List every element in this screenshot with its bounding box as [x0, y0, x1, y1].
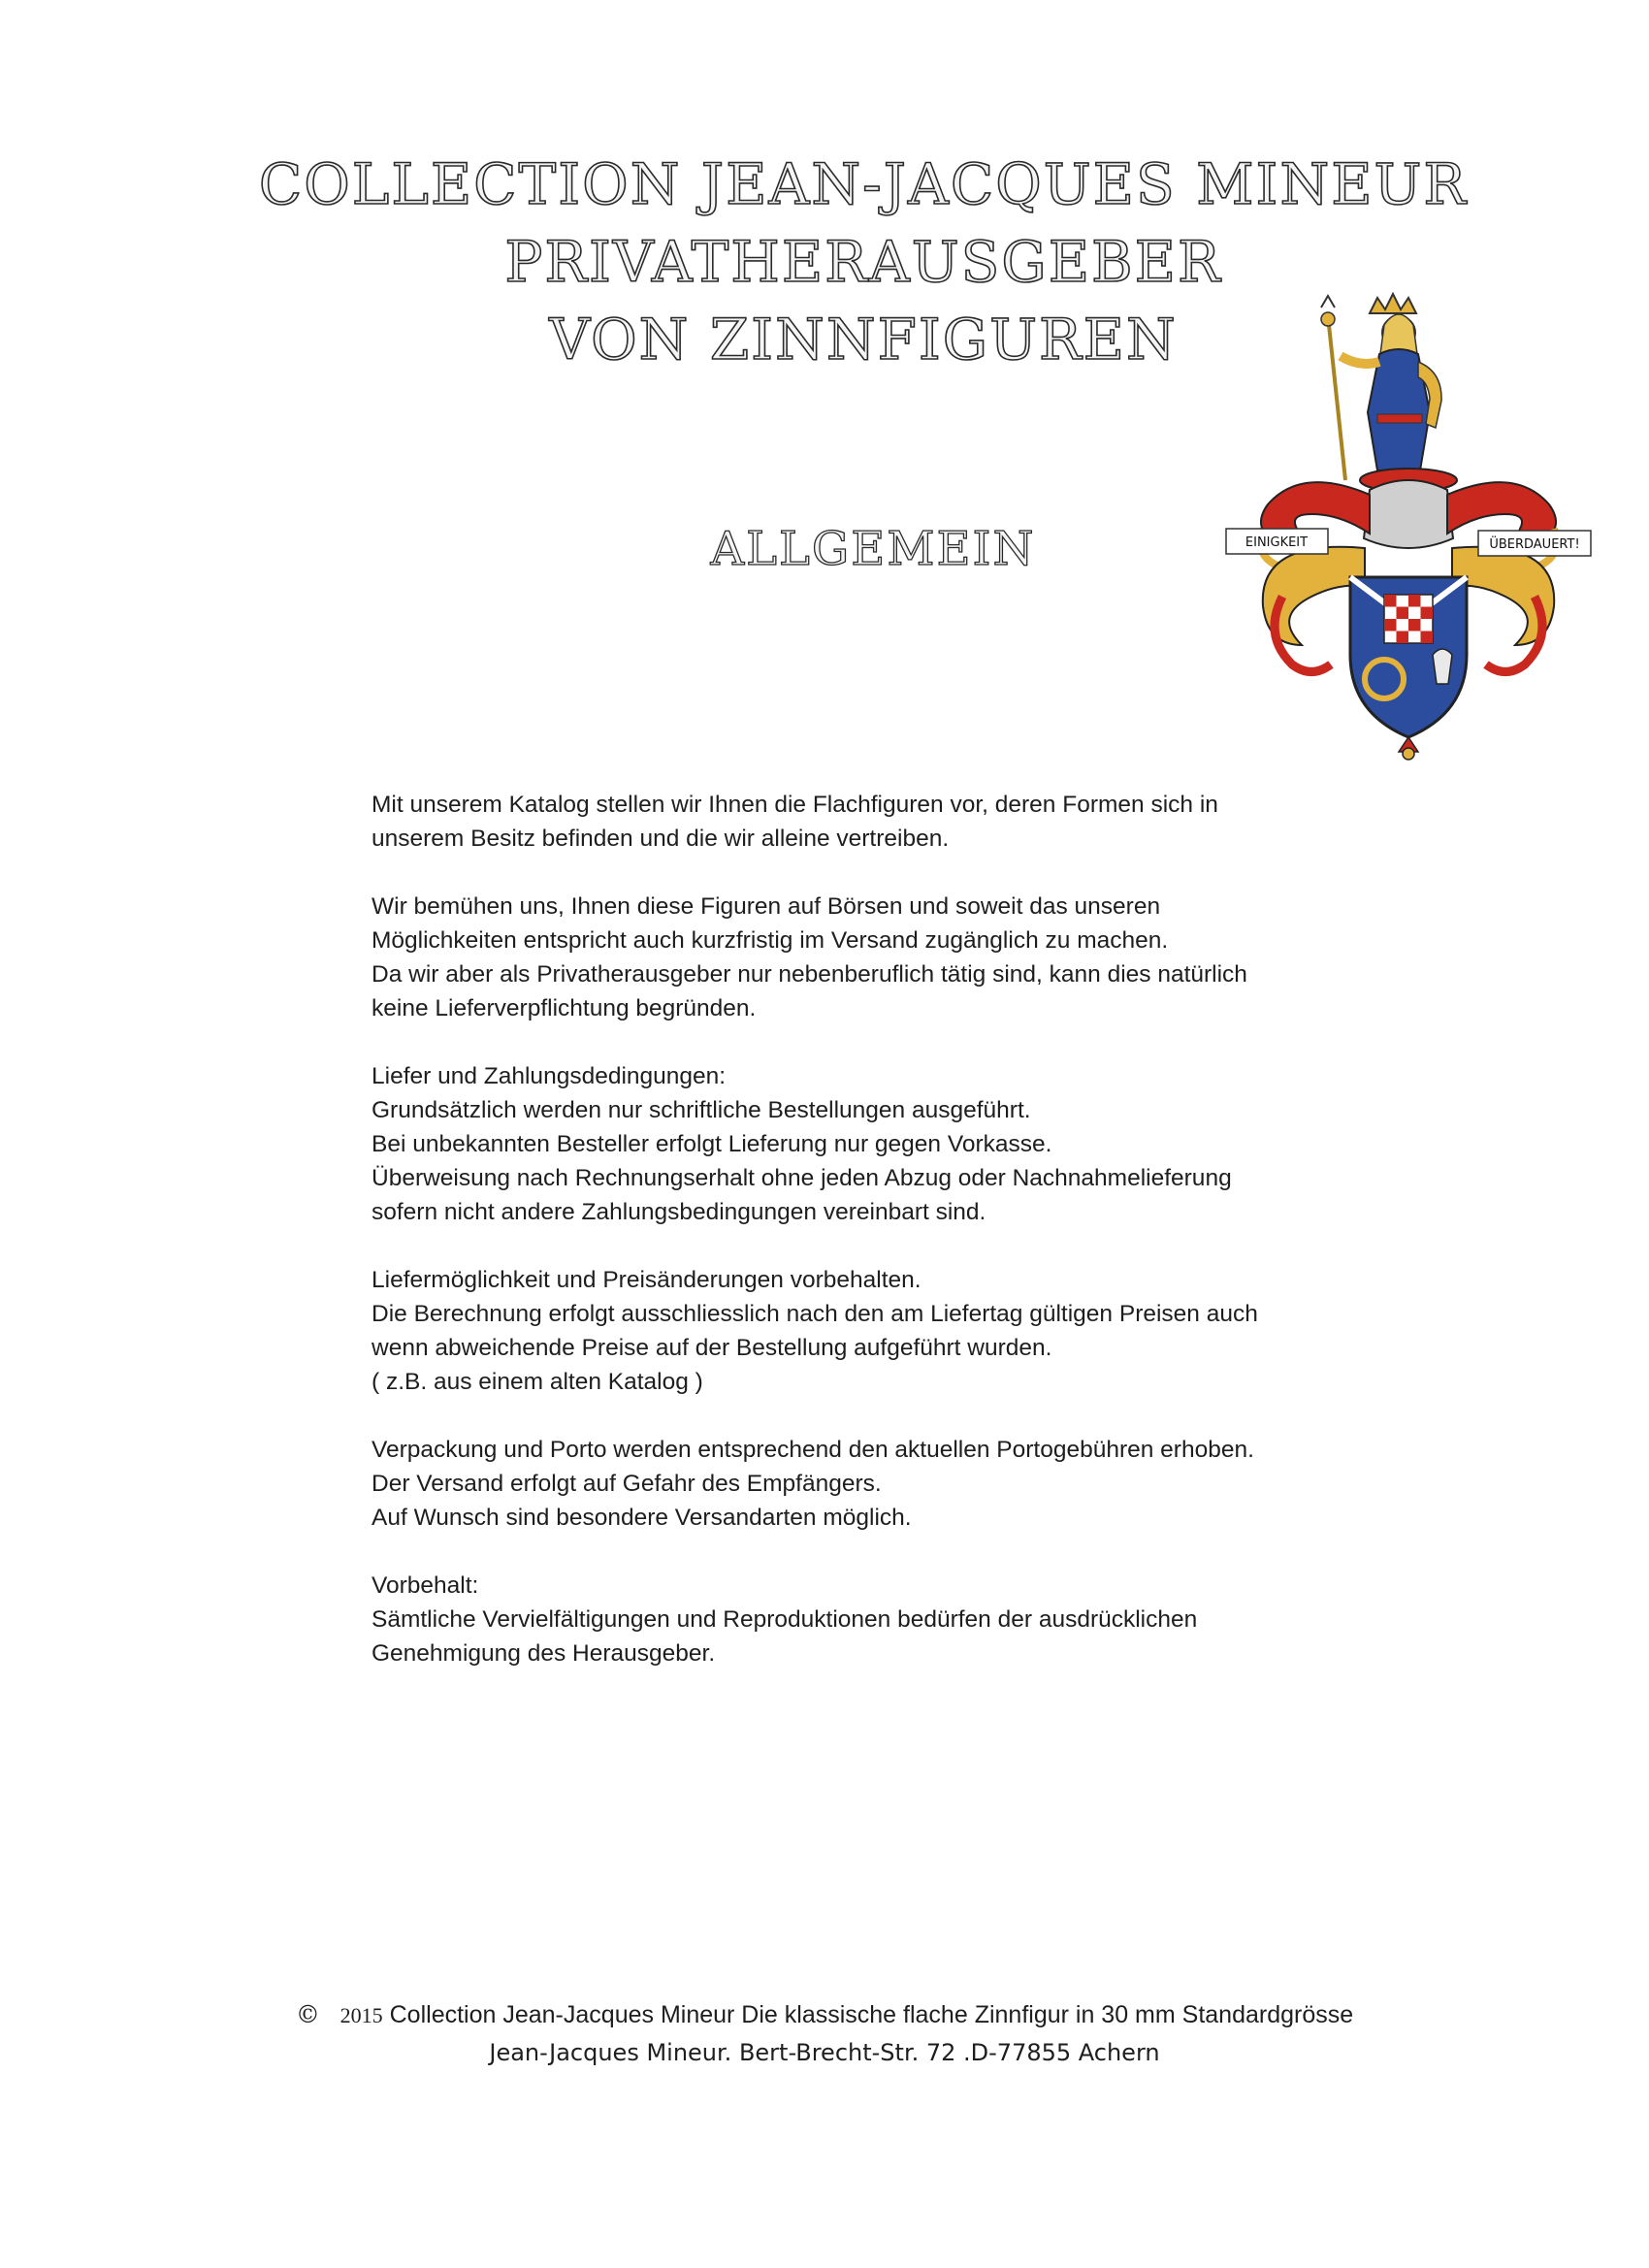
coat-of-arms-illustration — [1224, 286, 1593, 761]
queen-figure — [1321, 294, 1441, 480]
body-text — [372, 788, 1419, 1704]
page-footer — [0, 1996, 1649, 2071]
text-line: Die Berechnung erfolgt ausschliesslich nach den am Liefertag gültigen Preisen auch — [372, 1301, 1258, 1327]
paragraph — [372, 1059, 1419, 1229]
copyright-symbol: © — [295, 2000, 320, 2028]
text-line: Grundsätzlich werden nur schriftliche Bestellungen ausgeführt. — [372, 1097, 1031, 1123]
text-line: sofern nicht andere Zahlungsbedingungen vereinbart sind. — [372, 1199, 986, 1225]
motto-right: ÜBERDAUERT! — [1489, 537, 1580, 552]
footer-address: Jean-Jacques Mineur. Bert-Brecht-Str. 72 .D-77855 Achern — [489, 2039, 1160, 2066]
paragraph — [372, 1569, 1419, 1670]
text-line: Bei unbekannten Besteller erfolgt Lieferung nur gegen Vorkasse. — [372, 1131, 1052, 1157]
paragraph — [372, 1433, 1419, 1535]
text-line: wenn abweichende Preise auf der Bestellung aufgeführt wurden. — [372, 1335, 1052, 1361]
text-line: Auf Wunsch sind besondere Versandarten möglich. — [372, 1505, 912, 1531]
header-line-1: COLLECTION JEAN-JACQUES MINEUR — [258, 151, 1469, 217]
text-line: Genehmigung des Herausgeber. — [372, 1640, 716, 1667]
motto-left: EINIGKEIT — [1245, 535, 1309, 550]
header-line-3: VON ZINNFIGUREN — [549, 307, 1178, 373]
text-line: Wir bemühen uns, Ihnen diese Figuren auf Börsen und soweit das unseren — [372, 893, 1161, 920]
text-line: Da wir aber als Privatherausgeber nur nebenberuflich tätig sind, kann dies natürlich — [372, 961, 1247, 988]
text-line: unserem Besitz befinden und die wir alleine vertreiben. — [372, 826, 950, 852]
text-line: Vorbehalt: — [372, 1572, 479, 1599]
text-line: Sämtliche Vervielfältigungen und Reproduktionen bedürfen der ausdrücklichen — [372, 1606, 1198, 1633]
copyright-year: 2015 — [340, 2003, 383, 2027]
footer-line-1-text: Collection Jean-Jacques Mineur Die klassische flache Zinnfigur in 30 mm Standardgrösse — [389, 2001, 1354, 2028]
text-line: Mit unserem Katalog stellen wir Ihnen die Flachfiguren vor, deren Formen sich in — [372, 792, 1218, 818]
paragraph — [372, 890, 1419, 1025]
text-line: Verpackung und Porto werden entsprechend den aktuellen Portogebühren erhoben. — [372, 1437, 1254, 1463]
text-line: Überweisung nach Rechnungserhalt ohne jeden Abzug oder Nachnahmelieferung — [372, 1165, 1232, 1191]
text-line: Möglichkeiten entspricht auch kurzfristig im Versand zugänglich zu machen. — [372, 927, 1169, 954]
text-line: ( z.B. aus einem alten Katalog ) — [372, 1369, 703, 1395]
paragraph — [372, 788, 1419, 856]
paragraph — [372, 1263, 1419, 1399]
text-line: keine Lieferverpflichtung begründen. — [372, 995, 757, 1021]
text-line: Liefer und Zahlungsdedingungen: — [372, 1063, 727, 1089]
section-title: ALLGEMEIN — [710, 522, 1036, 576]
text-line: Liefermöglichkeit und Preisänderungen vorbehalten. — [372, 1267, 922, 1293]
text-line: Der Versand erfolgt auf Gefahr des Empfängers. — [372, 1471, 882, 1497]
footer-line-1 — [0, 1996, 1649, 2034]
header-line-2: PRIVATHERAUSGEBER — [504, 229, 1222, 295]
